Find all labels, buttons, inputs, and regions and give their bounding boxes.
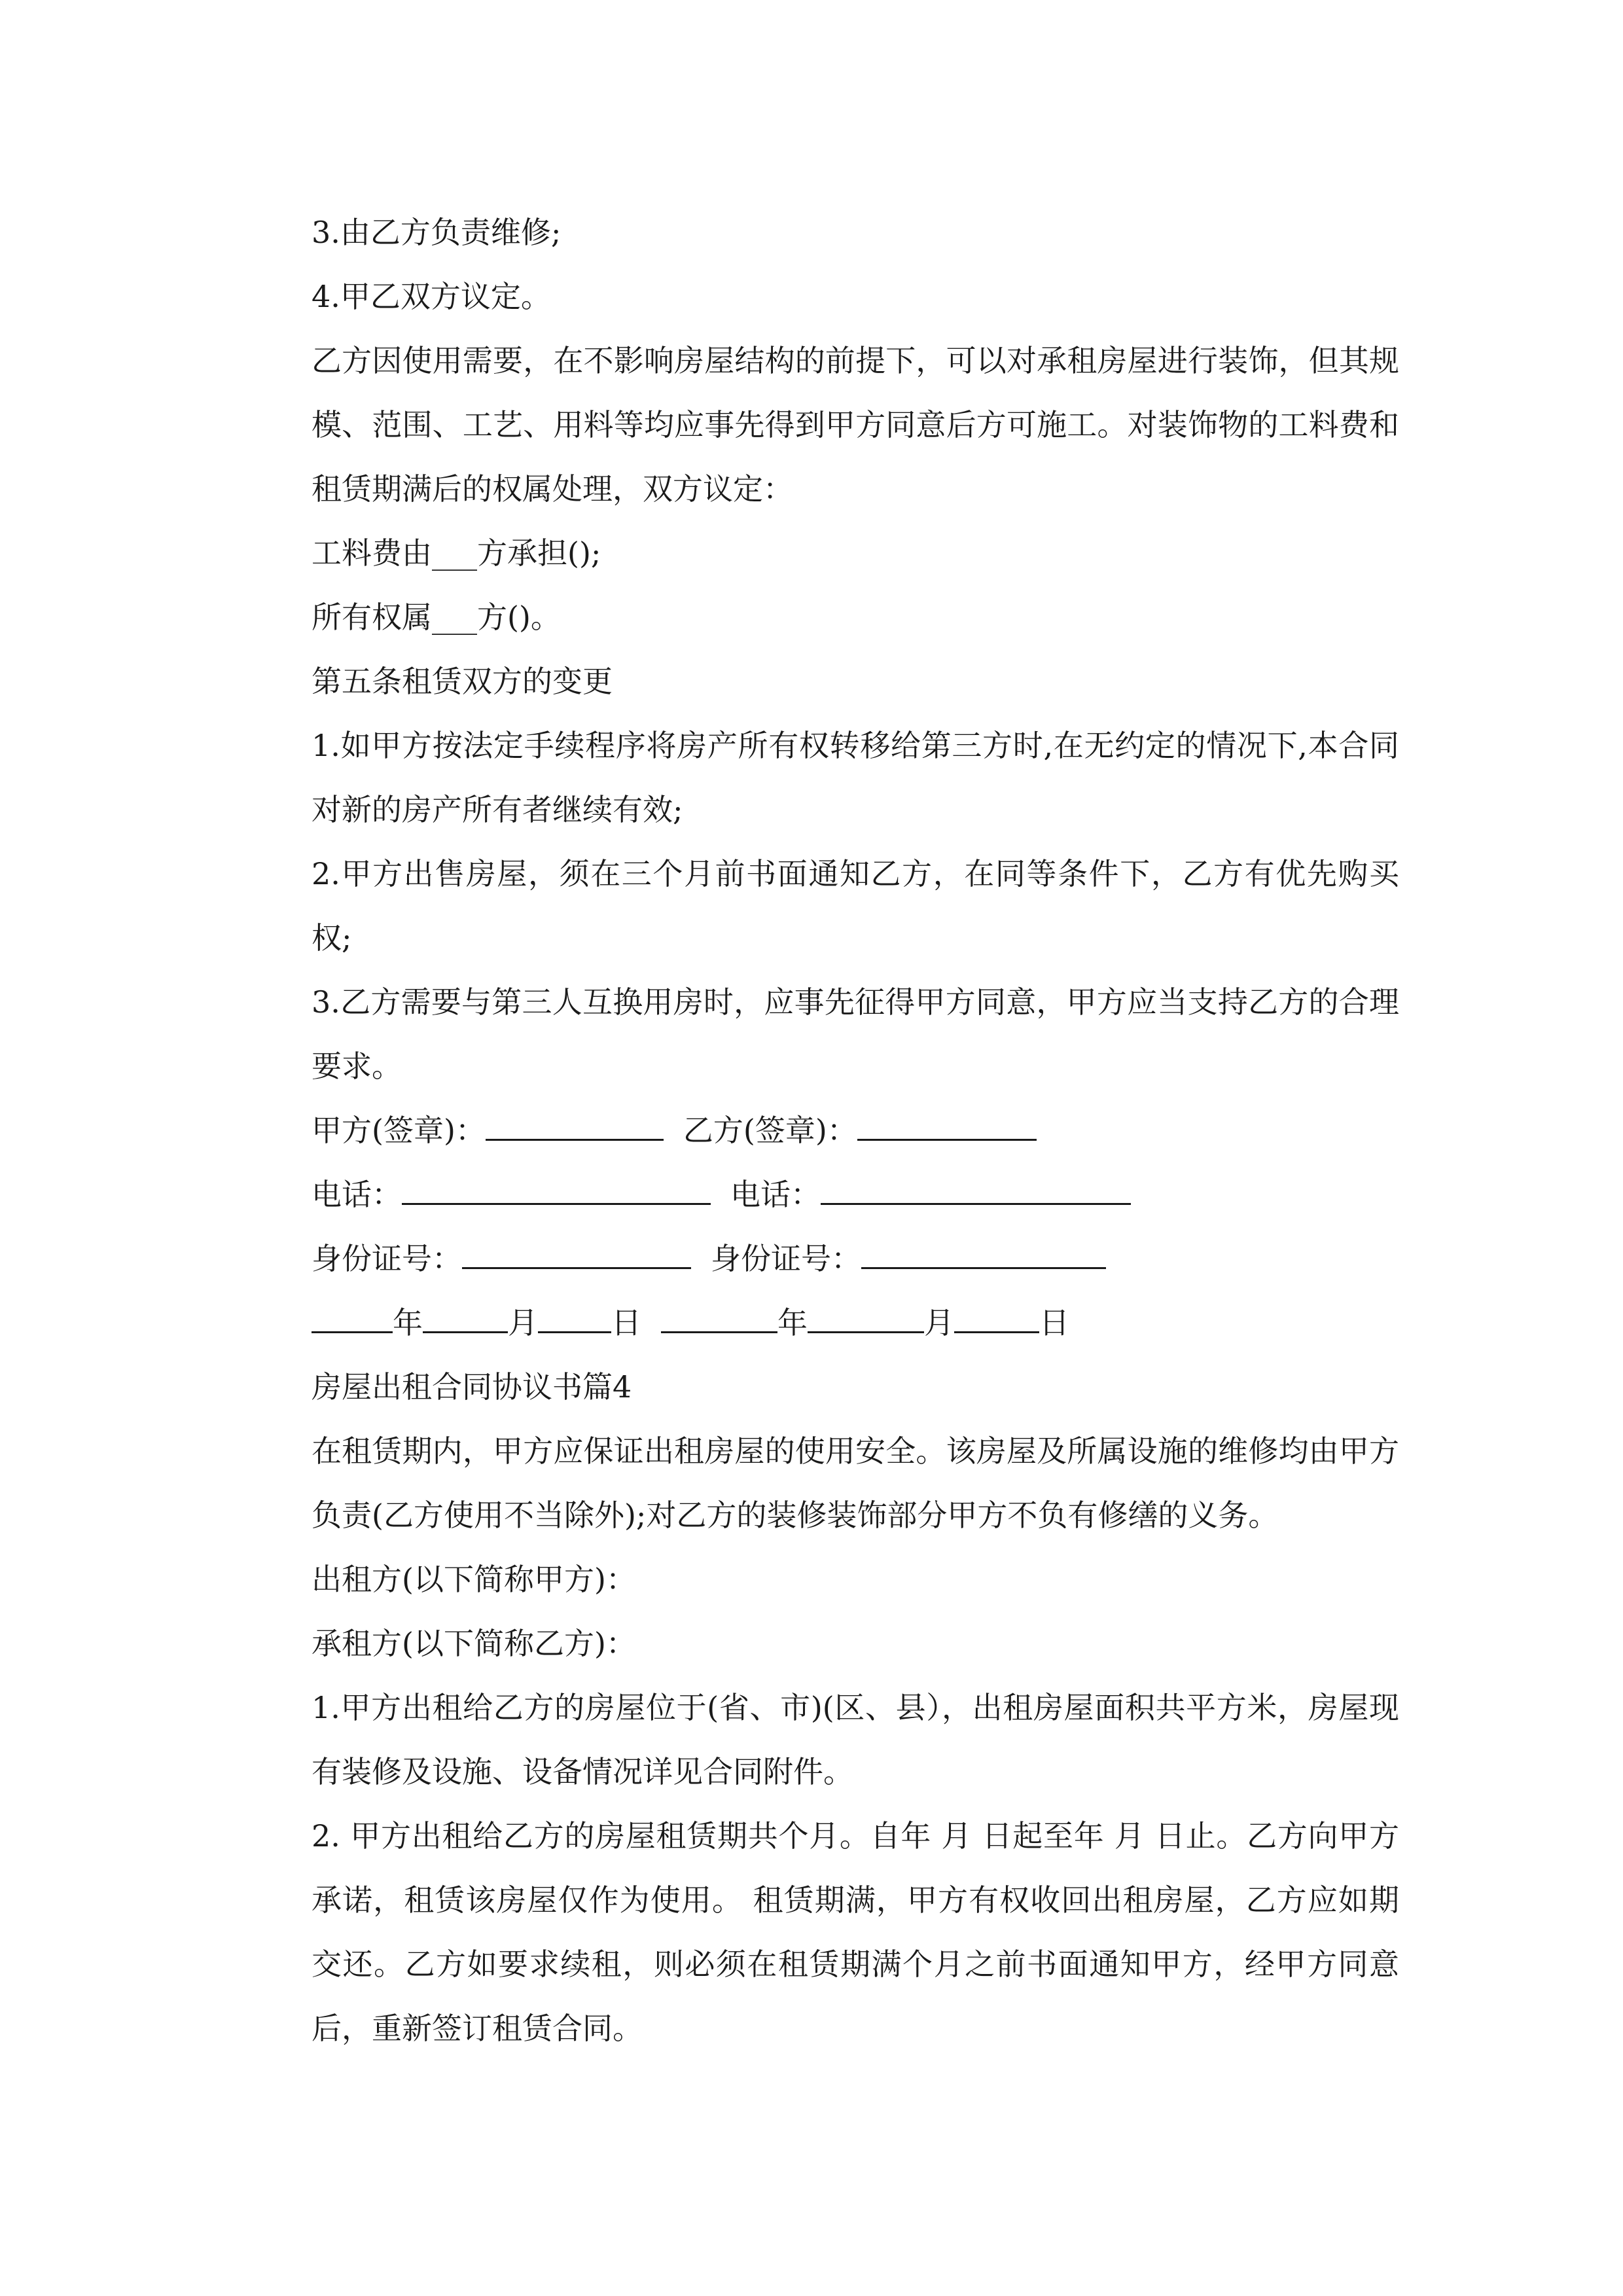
phone-b-blank [821, 1174, 1131, 1205]
section-4-item-1: 1.甲方出租给乙方的房屋位于(省、市)(区、县），出租房屋面积共平方米，房屋现有装修及设施、设备情况详见合同附件。 [312, 1690, 1399, 1789]
change-item-2: 2.甲方出售房屋，须在三个月前书面通知乙方，在同等条件下，乙方有优先购买权; [312, 856, 1399, 956]
month-a-label: 月 [508, 1305, 538, 1340]
year-a-label: 年 [393, 1305, 423, 1340]
clause-3-repair: 3.由乙方负责维修; [312, 215, 562, 250]
labor-cost-line: 工料费由___方承担(); [312, 535, 601, 571]
year-a-blank [312, 1302, 393, 1333]
section-4-item-2: 2. 甲方出租给乙方的房屋租赁期共个月。自年 月 日起至年 月 日止。乙方向甲方承诺，租赁该房屋仅作为使用。 租赁期满，甲方有权收回出租房屋，乙方应如期交还。乙方如要求续租，则必须在租赁期满个月之前书面通知甲方，经甲方同意后，重新签订租赁合同。 [312, 1818, 1399, 2046]
id-row [247, 1227, 1399, 1291]
day-a-blank [538, 1302, 611, 1333]
document-page [247, 200, 1399, 2060]
id-b-label: 身份证号： [711, 1241, 861, 1276]
change-item-1: 1.如甲方按法定手续程序将房产所有权转移给第三方时,在无约定的情况下,本合同对新的房产所有者继续有效; [312, 728, 1399, 827]
day-b-blank [954, 1302, 1039, 1333]
year-b-blank [661, 1302, 777, 1333]
article-5-heading: 第五条租赁双方的变更 [312, 664, 613, 699]
party-a-sign-blank [486, 1110, 664, 1141]
phone-row [247, 1162, 1399, 1227]
phone-a-blank [402, 1174, 711, 1205]
id-a-label: 身份证号： [312, 1241, 462, 1276]
section-4-heading: 房屋出租合同协议书篇4 [312, 1369, 632, 1405]
month-a-blank [423, 1302, 508, 1333]
date-row [247, 1291, 1399, 1355]
ownership-line: 所有权属___方()。 [312, 600, 561, 635]
party-a-sign-label: 甲方(签章)： [312, 1113, 486, 1148]
year-b-label: 年 [777, 1305, 808, 1340]
day-a-label: 日 [611, 1305, 641, 1340]
id-a-blank [462, 1238, 691, 1269]
id-b-blank [861, 1238, 1106, 1269]
decoration-paragraph: 乙方因使用需要，在不影响房屋结构的前提下，可以对承租房屋进行装饰，但其规模、范围、工艺、用料等均应事先得到甲方同意后方可施工。对装饰物的工料费和租赁期满后的权属处理，双方议定： [312, 343, 1399, 507]
phone-b-label: 电话： [730, 1177, 821, 1212]
section-4-paragraph: 在租赁期内，甲方应保证出租房屋的使用安全。该房屋及所属设施的维修均由甲方负责(乙方使用不当除外);对乙方的装修装饰部分甲方不负有修缮的义务。 [312, 1433, 1399, 1533]
clause-4-agreed: 4.甲乙双方议定。 [312, 279, 551, 314]
party-b-sign-label: 乙方(签章)： [683, 1113, 857, 1148]
lessor-line: 出租方(以下简称甲方)： [312, 1562, 636, 1597]
phone-a-label: 电话： [312, 1177, 402, 1212]
party-b-sign-blank [857, 1110, 1037, 1141]
lessee-line: 承租方(以下简称乙方)： [312, 1626, 636, 1661]
month-b-label: 月 [924, 1305, 954, 1340]
change-item-3: 3.乙方需要与第三人互换用房时，应事先征得甲方同意，甲方应当支持乙方的合理要求。 [312, 984, 1399, 1084]
month-b-blank [808, 1302, 924, 1333]
signature-row [247, 1098, 1399, 1162]
day-b-label: 日 [1039, 1305, 1069, 1340]
